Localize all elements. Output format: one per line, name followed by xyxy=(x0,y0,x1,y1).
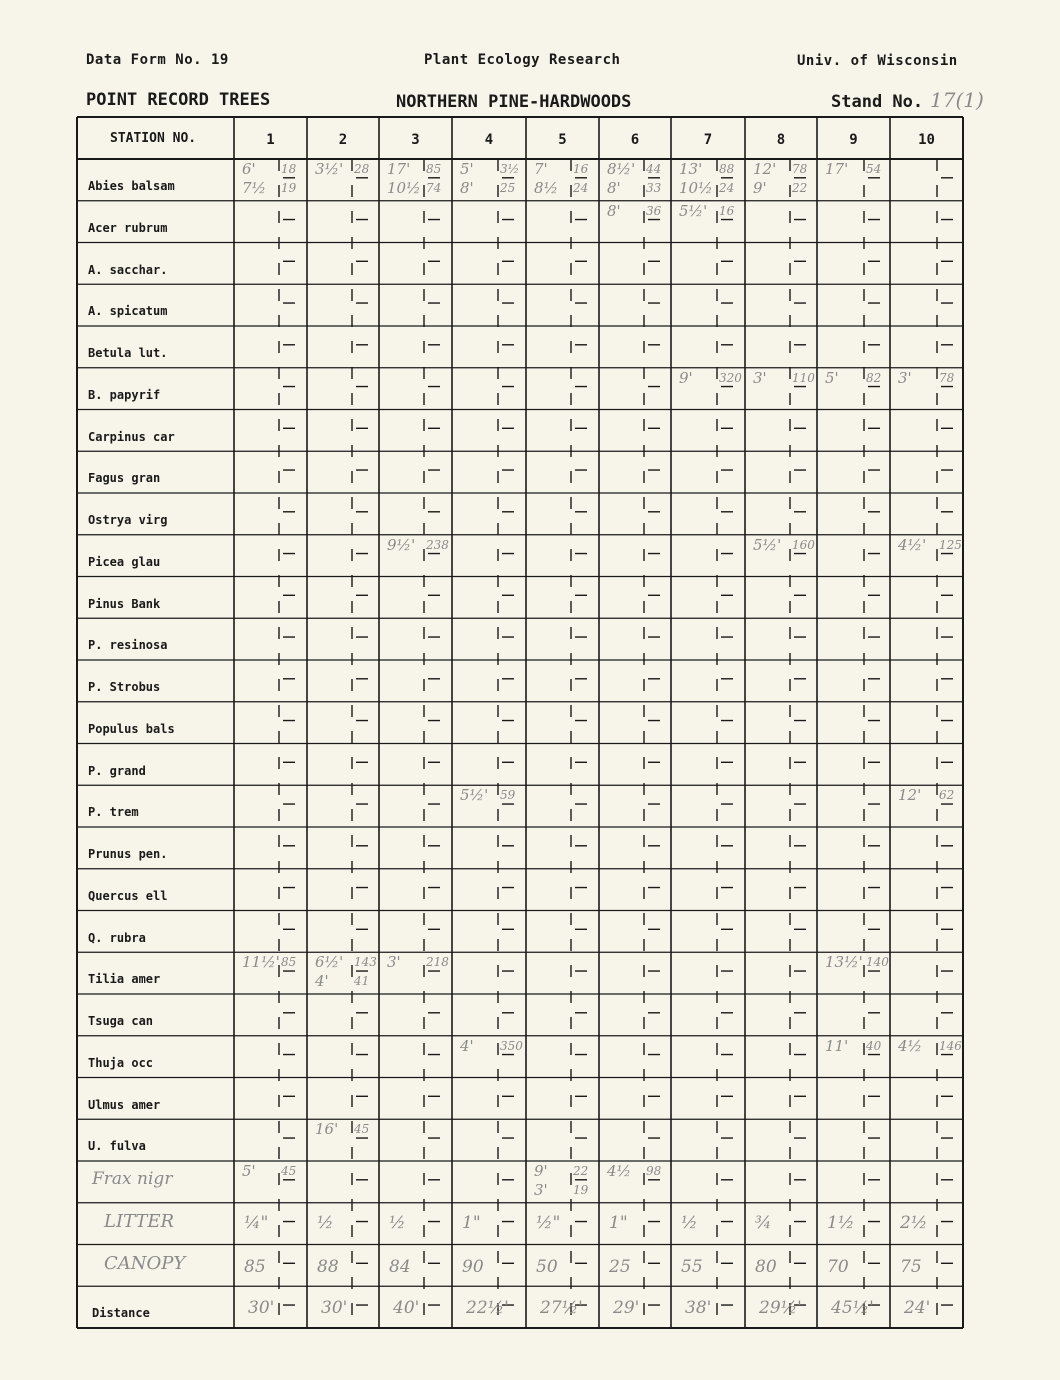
entry-distance: 24 xyxy=(573,181,589,195)
entry-distance: 28 xyxy=(354,162,370,176)
canopy-value: 25 xyxy=(609,1256,631,1277)
entry-distance: 78 xyxy=(939,370,955,385)
canopy-value: 90 xyxy=(462,1256,484,1277)
entry-distance: 24 xyxy=(719,181,735,195)
entry-distance: 82 xyxy=(866,370,882,385)
species-label: Populus bals xyxy=(88,721,175,736)
litter-value: ½ xyxy=(317,1212,334,1233)
entry-dbh: 8' xyxy=(607,201,621,220)
station-number: 5 xyxy=(558,132,567,148)
entry-dbh: 5½' xyxy=(679,201,708,220)
canopy-value: 88 xyxy=(317,1256,339,1277)
university-name: Univ. of Wisconsin xyxy=(797,53,958,69)
entry-dbh: 4' xyxy=(315,972,329,991)
entry-dbh: 5½' xyxy=(460,786,489,805)
station-number: 4 xyxy=(484,132,494,148)
litter-value: ½ xyxy=(389,1212,406,1233)
canopy-value: 80 xyxy=(755,1256,777,1277)
litter-value: ¾ xyxy=(755,1212,772,1233)
entry-distance: 238 xyxy=(426,537,449,552)
litter-value: 1" xyxy=(462,1212,481,1233)
entry-distance: 85 xyxy=(281,955,297,970)
entry-dbh: 8½ xyxy=(534,179,559,197)
canopy-value: 55 xyxy=(681,1256,703,1277)
species-label: Thuja occ xyxy=(88,1055,154,1070)
entry-distance: 44 xyxy=(646,162,662,176)
entry-dbh: 7' xyxy=(534,160,548,178)
distance-value: 29½' xyxy=(759,1298,802,1319)
form-subtitle: NORTHERN PINE-HARDWOODS xyxy=(396,92,632,112)
distance-value: 38' xyxy=(685,1298,712,1319)
species-label: A. spicatum xyxy=(88,304,168,319)
extra-row-label: CANOPY xyxy=(104,1252,186,1274)
distance-value: 22½' xyxy=(466,1298,509,1319)
entry-dbh: 8' xyxy=(460,179,474,197)
entry-distance: 74 xyxy=(426,181,442,195)
species-label: Acer rubrum xyxy=(88,220,168,235)
entry-dbh: 8' xyxy=(607,179,621,197)
species-label: Tsuga can xyxy=(88,1014,154,1029)
species-label: Pinus Bank xyxy=(88,596,161,611)
entry-distance: 54 xyxy=(866,162,882,176)
entry-distance: 36 xyxy=(646,203,662,218)
canopy-value: 84 xyxy=(389,1256,411,1277)
entry-distance: 88 xyxy=(719,162,735,176)
extra-row-label: LITTER xyxy=(104,1210,175,1232)
entry-dbh: 13' xyxy=(679,160,703,178)
station-number: 2 xyxy=(338,132,348,148)
entry-dbh: 3' xyxy=(387,953,401,972)
distance-value: 30' xyxy=(248,1298,275,1319)
litter-value: ½ xyxy=(681,1212,698,1233)
entry-distance: 218 xyxy=(426,955,449,970)
entry-distance: 62 xyxy=(939,788,955,803)
entry-dbh: 5' xyxy=(825,368,839,387)
research-title: Plant Ecology Research xyxy=(424,52,621,68)
litter-value: 1½ xyxy=(827,1212,855,1233)
entry-dbh: 13½' xyxy=(825,953,863,972)
distance-label: Distance xyxy=(92,1306,150,1321)
entry-dbh: 9' xyxy=(679,368,693,387)
entry-distance: 18 xyxy=(281,162,297,176)
entry-distance: 45 xyxy=(281,1164,297,1178)
species-label: Tilia amer xyxy=(88,972,161,987)
litter-value: 1" xyxy=(609,1212,628,1233)
distance-value: 24' xyxy=(904,1298,931,1319)
entry-distance: 22 xyxy=(792,181,808,195)
entry-dbh: 3' xyxy=(898,368,912,387)
species-label: U. fulva xyxy=(88,1139,146,1154)
entry-dbh: 3½' xyxy=(315,160,344,178)
entry-distance: 110 xyxy=(792,370,815,385)
entry-distance: 40 xyxy=(866,1038,882,1053)
species-label: Q. rubra xyxy=(88,930,146,945)
distance-value: 29' xyxy=(613,1298,640,1319)
entry-distance: 85 xyxy=(426,162,442,176)
species-label: Ostrya virg xyxy=(88,513,168,528)
entry-dbh: 6½' xyxy=(315,953,344,972)
species-label: Betula lut. xyxy=(88,346,168,361)
entry-dbh: 3' xyxy=(753,368,767,387)
entry-dbh: 10½ xyxy=(387,179,421,197)
entry-distance: 22 xyxy=(573,1164,589,1178)
species-label: Fagus gran xyxy=(88,471,161,486)
entry-dbh: 10½ xyxy=(679,179,713,197)
entry-distance: 143 xyxy=(354,955,377,970)
stand-label: Stand No. xyxy=(831,92,924,112)
entry-dbh: 17' xyxy=(825,160,849,178)
species-label: P. grand xyxy=(88,763,146,778)
entry-distance: 33 xyxy=(646,181,662,195)
station-number: 9 xyxy=(849,132,858,148)
entry-dbh: 3' xyxy=(534,1181,548,1199)
entry-dbh: 5' xyxy=(242,1162,256,1180)
entry-dbh: 4½' xyxy=(898,535,927,554)
species-label: B. papyrif xyxy=(88,387,161,402)
entry-dbh: 17' xyxy=(387,160,411,178)
species-label: P. Strobus xyxy=(88,680,161,695)
entry-distance: 125 xyxy=(939,537,962,552)
distance-value: 40' xyxy=(393,1298,420,1319)
entry-distance: 25 xyxy=(500,181,516,195)
entry-distance: 19 xyxy=(573,1183,589,1197)
species-label: P. resinosa xyxy=(88,638,168,653)
stand-number: 17(1) xyxy=(930,88,984,112)
entry-dbh: 9' xyxy=(534,1162,548,1180)
station-number: 3 xyxy=(411,132,420,148)
species-label: Picea glau xyxy=(88,554,161,569)
station-header: STATION NO. xyxy=(110,131,197,146)
station-number: 6 xyxy=(630,132,640,148)
station-number: 8 xyxy=(776,132,786,148)
entry-dbh: 12' xyxy=(753,160,777,178)
entry-dbh: 4½ xyxy=(898,1036,923,1055)
entry-dbh: 4½ xyxy=(607,1162,632,1180)
litter-value: 2½ xyxy=(900,1212,928,1233)
species-label: Prunus pen. xyxy=(88,847,168,862)
station-number: 7 xyxy=(703,132,713,148)
station-number: 10 xyxy=(918,132,935,148)
entry-dbh: 6' xyxy=(242,160,256,178)
canopy-value: 50 xyxy=(536,1256,558,1277)
species-label: Carpinus car xyxy=(88,429,175,444)
extra-row-label: Frax nigr xyxy=(92,1169,173,1189)
distance-value: 45½' xyxy=(831,1298,874,1319)
entry-distance: 140 xyxy=(866,955,889,970)
entry-dbh: 11' xyxy=(825,1036,849,1055)
entry-dbh: 9½' xyxy=(387,535,416,554)
litter-value: ½" xyxy=(536,1212,561,1233)
species-label: P. trem xyxy=(88,805,139,820)
distance-value: 30' xyxy=(321,1298,348,1319)
entry-distance: 350 xyxy=(500,1038,523,1053)
entry-distance: 3½ xyxy=(500,162,520,176)
entry-dbh: 16' xyxy=(315,1120,339,1139)
entry-distance: 45 xyxy=(354,1122,370,1137)
entry-distance: 19 xyxy=(281,181,297,195)
entry-distance: 16 xyxy=(719,203,735,218)
litter-value: ¼" xyxy=(244,1212,269,1233)
entry-distance: 41 xyxy=(354,974,370,989)
entry-distance: 98 xyxy=(646,1164,662,1178)
entry-dbh: 8½' xyxy=(607,160,636,178)
entry-dbh: 5' xyxy=(460,160,474,178)
entry-dbh: 5½' xyxy=(753,535,782,554)
entry-distance: 320 xyxy=(719,370,742,385)
entry-distance: 16 xyxy=(573,162,589,176)
canopy-value: 70 xyxy=(827,1256,849,1277)
entry-distance: 78 xyxy=(792,162,808,176)
species-label: Abies balsam xyxy=(88,179,175,194)
canopy-value: 85 xyxy=(244,1256,266,1277)
species-label: Ulmus amer xyxy=(88,1097,161,1112)
entry-distance: 59 xyxy=(500,788,516,803)
entry-distance: 146 xyxy=(939,1038,962,1053)
canopy-value: 75 xyxy=(900,1256,922,1277)
species-label: Quercus ell xyxy=(88,888,168,903)
station-number: 1 xyxy=(266,132,275,148)
entry-dbh: 9' xyxy=(753,179,767,197)
entry-dbh: 11½' xyxy=(242,953,280,972)
species-label: A. sacchar. xyxy=(88,262,168,277)
entry-dbh: 7½ xyxy=(242,179,267,197)
entry-dbh: 12' xyxy=(898,786,922,805)
form-number: Data Form No. 19 xyxy=(86,52,229,68)
entry-dbh: 4' xyxy=(460,1036,474,1055)
distance-value: 27½' xyxy=(540,1298,583,1319)
form-title: POINT RECORD TREES xyxy=(86,90,271,110)
entry-distance: 160 xyxy=(792,537,815,552)
